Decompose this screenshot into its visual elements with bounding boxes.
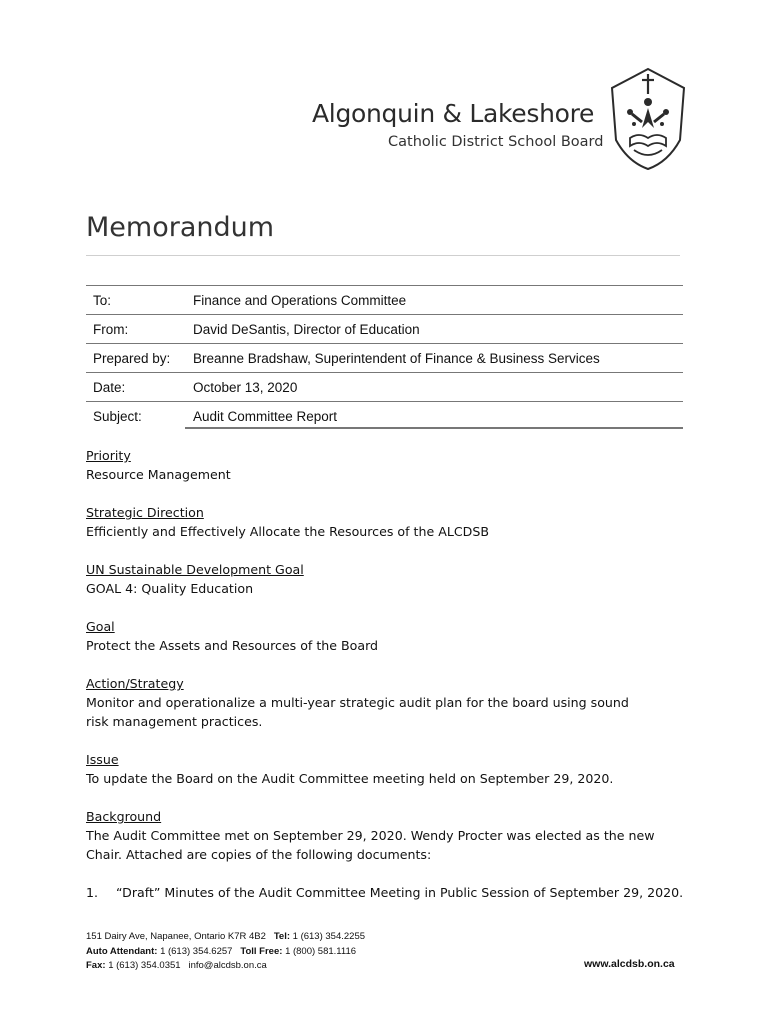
title-divider — [86, 255, 680, 256]
section-priority — [86, 446, 696, 484]
list-item — [86, 883, 696, 902]
footer-address: 151 Dairy Ave, Napanee, Ontario K7R 4B2 — [86, 931, 266, 942]
memo-body — [86, 446, 696, 902]
section-heading: Strategic Direction — [86, 505, 204, 520]
footer-line-3 — [86, 959, 365, 974]
footer-fax-label: Fax: — [86, 960, 106, 971]
memo-date-value: October 13, 2020 — [193, 379, 298, 395]
memo-to-label: To: — [93, 292, 112, 308]
list-item-text: “Draft” Minutes of the Audit Committee Meeting in Public Session of September 29, 2020. — [116, 885, 684, 900]
section-strategic-direction — [86, 503, 696, 541]
section-body: Monitor and operationalize a multi-year strategic audit plan for the board using sound risk management practices. — [86, 695, 629, 729]
section-body: The Audit Committee met on September 29, 2020. Wendy Procter was elected as the new Chair. Attached are copies of the following documents: — [86, 828, 655, 862]
footer-tel: 1 (613) 354.2255 — [292, 931, 366, 942]
footer-tollfree: 1 (800) 581.1116 — [285, 945, 357, 957]
footer-fax: 1 (613) 354.0351 — [108, 960, 181, 971]
board-crest-logo — [608, 66, 688, 172]
memo-subject-row — [86, 402, 683, 430]
footer-line-1 — [86, 930, 365, 945]
section-body: Protect the Assets and Resources of the Board — [86, 638, 379, 653]
memo-to-row — [86, 286, 683, 315]
section-heading: Issue — [86, 752, 119, 767]
footer-website-link[interactable]: www.alcdsb.on.ca — [584, 958, 675, 970]
memo-header-table — [86, 285, 683, 430]
memo-from-label: From: — [93, 321, 129, 337]
footer-auto-label: Auto Attendant: — [86, 945, 158, 957]
memo-date-label: Date: — [93, 379, 126, 395]
section-action-strategy — [86, 674, 696, 731]
subject-underline — [185, 427, 683, 429]
footer-contact — [86, 930, 365, 974]
memo-prepared-by-row — [86, 344, 683, 373]
memo-from-row — [86, 315, 683, 344]
footer-tel-label: Tel: — [273, 931, 291, 942]
section-heading: Goal — [86, 619, 115, 634]
section-goal — [86, 617, 696, 655]
memo-to-value: Finance and Operations Committee — [193, 292, 407, 308]
board-name: Algonquin & Lakeshore — [312, 99, 595, 128]
section-body: GOAL 4: Quality Education — [86, 581, 254, 596]
section-heading: Action/Strategy — [86, 676, 184, 691]
footer-tollfree-label: Toll Free: — [240, 945, 283, 957]
memo-date-row — [86, 373, 683, 402]
section-heading: Priority — [86, 448, 131, 463]
section-un-goal — [86, 560, 696, 598]
section-heading: Background — [86, 809, 162, 824]
memo-prepared-by-label: Prepared by: — [93, 350, 171, 366]
section-background — [86, 807, 696, 864]
section-body: Efficiently and Effectively Allocate the Resources of the ALCDSB — [86, 524, 489, 539]
list-item-number: 1. — [86, 885, 99, 900]
footer-auto: 1 (613) 354.6257 — [160, 945, 233, 957]
footer-email[interactable]: info@alcdsb.on.ca — [188, 960, 267, 971]
memo-from-value: David DeSantis, Director of Education — [193, 321, 420, 337]
memo-prepared-by-value: Breanne Bradshaw, Superintendent of Finance & Business Services — [193, 350, 600, 366]
memo-title: Memorandum — [86, 212, 275, 243]
section-issue — [86, 750, 696, 788]
section-body: Resource Management — [86, 467, 231, 482]
section-heading: UN Sustainable Development Goal — [86, 562, 304, 577]
memo-subject-value: Audit Committee Report — [193, 408, 338, 424]
memo-subject-label: Subject: — [93, 408, 142, 424]
section-body: To update the Board on the Audit Committee meeting held on September 29, 2020. — [86, 771, 614, 786]
board-subtitle: Catholic District School Board — [388, 134, 604, 150]
footer-line-2 — [86, 945, 365, 960]
